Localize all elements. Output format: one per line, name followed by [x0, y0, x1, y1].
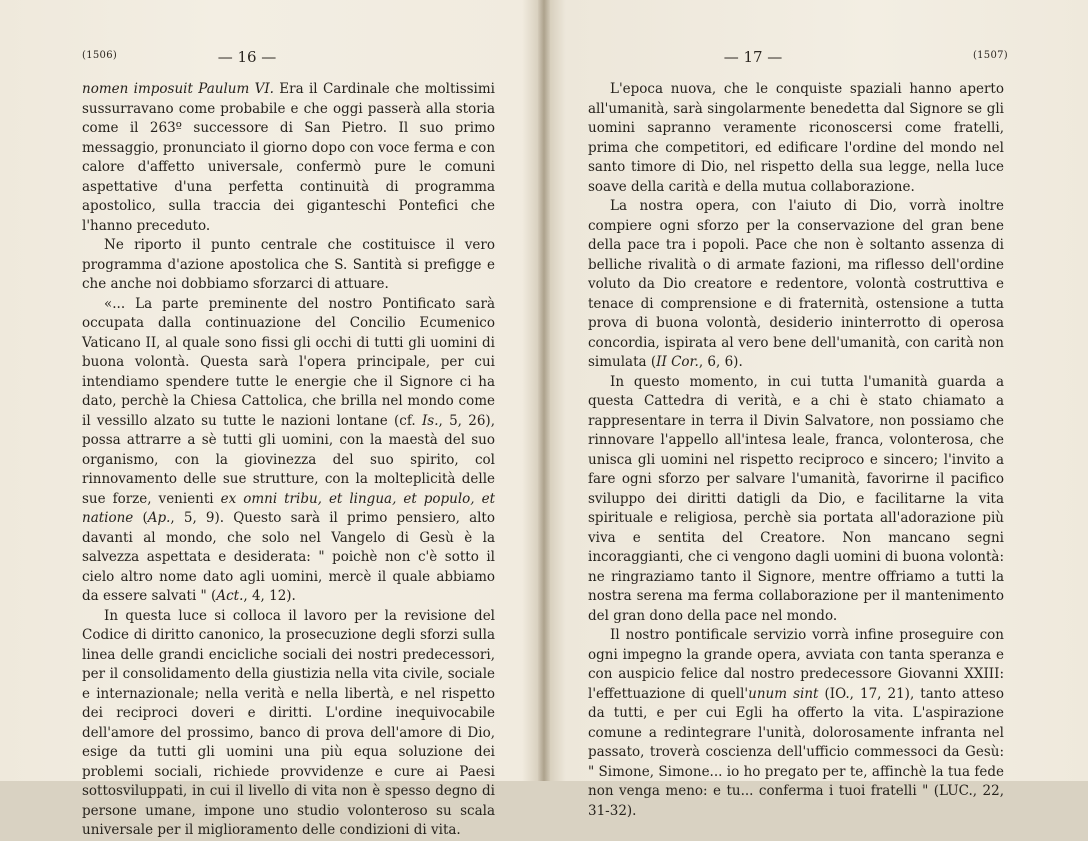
left-page-number: — 16 —	[217, 48, 277, 66]
text-run: In questa luce si colloca il lavoro per la revisione del Codice di diritto canonico, la prosecuzione degli sforzi sulla linea delle grandi encicliche sociali dei nostri predecessori, per il consolidamento della giustizia nella vita civile, sociale e internazionale; nella verità e nella libertà, e nel rispetto dei reciproci doveri e diritti. L'ordine inequivocabile dell'amore del prossimo, banco di prova dell'amore di Dio, esige da tutti gli uomini una più equa soluzione dei problemi sociali, richiede provvidenze e cure ai Paesi sottosviluppati, in cui il livello di vita non è spesso degno di persone umane, impone uno studio volonteroso su scala universale per il miglioramento delle condizioni di vita.	[82, 607, 495, 838]
paragraph	[82, 607, 495, 841]
text-run: , 5, 26), possa attrarre a sè tutti gli uomini, con la maestà del suo organismo, con la giovinezza del suo spirito, col rinnovamento delle sue strutture, con la molteplicità delle sue forze, venienti	[82, 412, 495, 507]
paragraph	[82, 236, 495, 295]
text-run: (	[133, 510, 148, 526]
left-page	[0, 0, 540, 838]
text-run: La nostra opera, con l'aiuto di Dio, vorrà inoltre compiere ogni sforzo per la conservazione del gran bene della pace tra i popoli. Pace che non è soltanto assenza di belliche rivalità o di armate fazioni, ma riflesso dell'ordine voluto da Dio creatore e redentore, volontà costruttiva e tenace di comprensione e di fraternità, ostensione a tutta prova di buona volontà, desiderio ininterrotto di operosa concordia, ispirata al vero bene dell'umanità, con carità non simulata (	[588, 198, 1004, 370]
text-run: , 5, 9). Questo sarà il primo pensiero, alto davanti al mondo, che solo nel Vangelo di Gesù è la salvezza aspettata e desiderata: " poichè non c'è sotto il cielo altro nome dato agli uomini, mercè il quale abbiamo da essere salvati " (	[82, 510, 495, 604]
paragraph	[82, 295, 495, 607]
text-run: «... La parte preminente del nostro Pontificato sarà occupata dalla continuazione del Concilio Ecumenico Vaticano II, al quale sono fissi gli occhi di tutti gli uomini di buona volontà. Questa sarà l'opera principale, per cui intendiamo spendere tutte le energie che il Signore ci ha dato, perchè la Chiesa Cattolica, che brilla nel mondo come il vessillo alzato su tutte le nazioni lontane (cf.	[82, 295, 495, 429]
text-run: Era il Cardinale che moltissimi sussurravano come probabile e che oggi passerà alla storia come il 263º successore di San Pietro. Il suo primo messaggio, pronunciato il giorno dopo con voce ferma e con calore d'affetto universale, confermò pure le comuni aspettative d'una perfetta continuità di programma apostolico, sulla traccia dei giganteschi Pontefici che l'hanno preceduto.	[82, 81, 496, 234]
paragraph	[588, 197, 1004, 373]
paragraph	[82, 80, 495, 236]
right-page	[548, 0, 1088, 819]
italic-text: nomen imposuit Paulum VI.	[82, 81, 274, 97]
text-run: (IO., 17, 21), tanto atteso da tutti, e per cui Egli ha offerto la vita. L'aspirazione comune a redintegrare l'unità, dolorosamente infranta nel passato, troverà coscienza dell'ufficio commessoci da Gesù: " Simone, Simone... io ho pregato per te, affinchè la tua fede non venga meno: e tu... conferma i tuoi fratelli " (LUC., 22, 31-32).	[588, 685, 1004, 819]
left-page-header	[82, 48, 492, 68]
italic-text: II Cor.	[656, 354, 699, 370]
italic-text: ex omni tribu, et lingua, et populo, et natione	[82, 490, 495, 526]
right-page-body	[588, 80, 1004, 821]
text-run: Il nostro pontificale servizio vorrà infine proseguire con ogni impegno la grande opera, avviata con tanta speranza e con auspicio felice dal nostro predecessore Giovanni XXIII: l'effettuazione di quell'	[588, 627, 1004, 702]
italic-text: unum sint	[748, 685, 819, 702]
text-run: Ne riporto il punto centrale che costituisce il vero programma d'azione apostolica che S. Santità si prefigge e che anche noi dobbiamo sforzarci di attuare.	[82, 237, 495, 292]
italic-text: Act.	[216, 588, 244, 604]
text-run: In questo momento, in cui tutta l'umanità guarda a questa Cattedra di verità, e a chi è stato chiamato a rappresentare in terra il Divin Salvatore, non possiamo che rinnovare l'appello all'intesa leale, franca, volonterosa, che unisca gli uomini nel rispetto reciproco e sincero; l'invito a fare ogni sforzo per salvare l'umanità, favorirne il pacifico sviluppo dei diritti datigli da Dio, e facilitarne la vita spirituale e religiosa, perchè sia portata all'adorazione più viva e sentita del Creatore. Non mancano segni incoraggianti, che ci vengono dagli uomini di buona volontà: ne ringraziamo tanto il Signore, mentre offriamo a tutti la nostra serena ma ferma collaborazione per il mantenimento del gran dono della pace nel mondo.	[588, 373, 1004, 624]
left-page-body	[82, 80, 495, 841]
paragraph	[588, 626, 1004, 821]
text-run: L'epoca nuova, che le conquiste spaziali hanno aperto all'umanità, sarà singolarmente benedetta dal Signore se gli uomini sapranno veramente riconoscersi come fratelli, prima che competitori, ed edificare l'ordine del mondo nel santo timore di Dio, nel rispetto della sua legge, nella luce soave della carità e della mutua collaborazione.	[588, 81, 1004, 195]
right-page-header	[578, 48, 1008, 68]
italic-text: Ap.	[147, 510, 171, 526]
italic-text: Is.	[421, 412, 439, 429]
text-run: , 6, 6).	[698, 354, 743, 370]
paragraph	[588, 373, 1004, 627]
left-folio: (1506)	[82, 50, 118, 61]
right-page-number: — 17 —	[723, 48, 783, 66]
text-run: , 4, 12).	[243, 588, 296, 604]
right-folio: (1507)	[972, 50, 1008, 61]
paragraph	[588, 80, 1004, 197]
